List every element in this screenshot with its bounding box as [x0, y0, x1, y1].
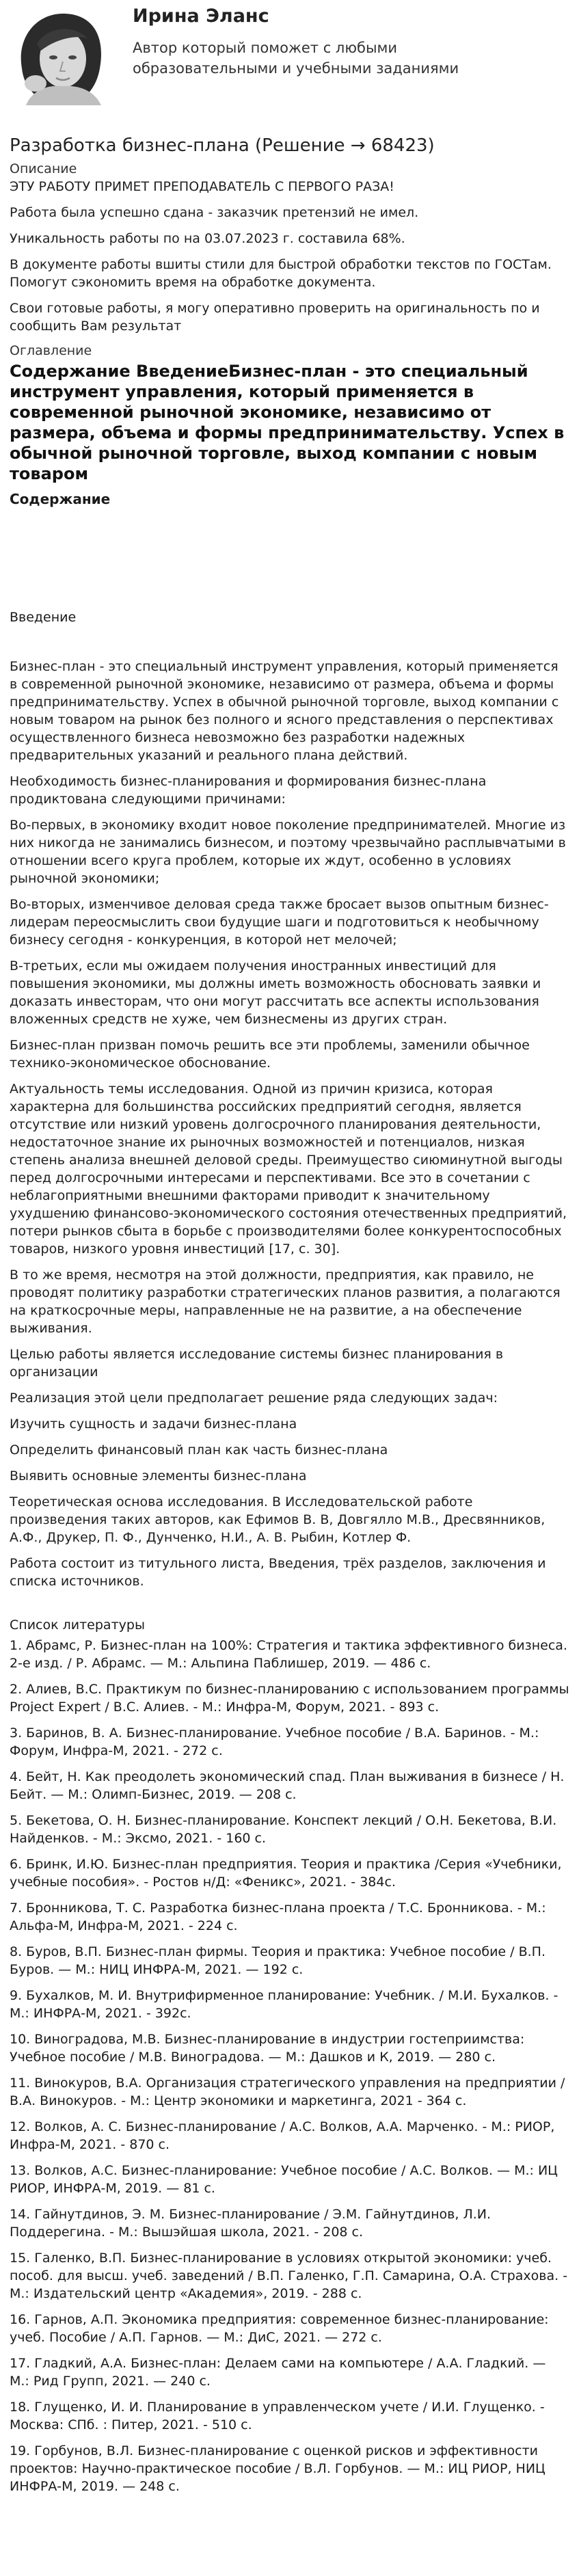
- toc-subheading: Содержание: [10, 491, 111, 507]
- body-paragraph: Во-первых, в экономику входит новое поколение предпринимателей. Многие из них никогда не занимались бизнесом, и поэтому чрезвычайно расплывчатыми в отношении всего круга проблем, которые их ждут, особенно в условиях рыночной экономики;: [10, 818, 566, 886]
- literature-item: 11. Винокуров, В.А. Организация стратегического управления на предприятии / В.А. Винокуров. - М.: Центр экономики и маркетинга, 2021 - 364 с.: [10, 2076, 565, 2108]
- blank-space: [10, 507, 569, 610]
- literature-item: 2. Алиев, В.С. Практикум по бизнес-планированию с использованием программы Project Expert / В.С. Алиев. - М.: Инфра-М, Форум, 2021. - 893 с.: [10, 1682, 569, 1715]
- literature-item: 12. Волков, А. С. Бизнес-планирование / А.С. Волков, А.А. Марченко. - М.: РИОР, Инфра-М, 2021. - 870 с.: [10, 2119, 555, 2152]
- description-label: Описание: [10, 161, 77, 176]
- body-paragraph: Выявить основные элементы бизнес-плана: [10, 1468, 307, 1484]
- avatar-image: [10, 3, 112, 105]
- literature-item: 10. Виноградова, М.В. Бизнес-планирование в индустрии гостеприимства: Учебное пособие / М.В. Виноградова. — М.: Дашков и К, 2019. — 280 c.: [10, 2032, 525, 2065]
- body-paragraph: Во-вторых, изменчивое деловая среда также бросает вызов опытным бизнес-лидерам переосмыслить свои будущие шаги и подготовиться к необычному бизнесу сегодня - конкуренция, в которой нет мелочей;: [10, 897, 549, 948]
- body-paragraph: Работа состоит из титульного листа, Введения, трёх разделов, заключения и списка источников.: [10, 1556, 546, 1589]
- body-paragraph: Бизнес-план призван помочь решить все эти проблемы, заменили обычное технико-экономическое обоснование.: [10, 1038, 530, 1071]
- literature-item: 16. Гарнов, А.П. Экономика предприятия: современное бизнес-планирование: учеб. Пособие / А.П. Гарнов. — М.: ДиС, 2021. — 272 c.: [10, 2312, 549, 2345]
- literature-heading: Список литературы: [10, 1618, 145, 1633]
- literature-item: 3. Баринов, В. А. Бизнес-планирование. Учебное пособие / В.А. Баринов. - М.: Форум, Инфра-М, 2021. - 272 с.: [10, 1726, 539, 1758]
- toc-label: Оглавление: [10, 343, 92, 358]
- description-line: ЭТУ РАБОТУ ПРИМЕТ ПРЕПОДАВАТЕЛЬ С ПЕРВОГО РАЗА!: [10, 179, 394, 194]
- intro-heading: Введение: [10, 610, 77, 625]
- literature-item: 9. Бухалков, М. И. Внутрифирменное планирование: Учебник. / М.И. Бухалков. - М.: ИНФРА-М, 2021. - 392с.: [10, 1988, 558, 2021]
- body-paragraph: Теоретическая основа исследования. В Исследовательской работе произведения таких авторов, как Ефимов В. В, Довгялло М.В., Дресвянников, А.Ф., Друкер, П. Ф., Дунченко, Н.И., А. В. Рыбин, Котлер Ф.: [10, 1494, 546, 1545]
- literature-list: [10, 1637, 569, 2495]
- literature-item: 4. Бейт, Н. Как преодолеть экономический спад. План выживания в бизнесе / Н. Бейт. — М.: Олимп-Бизнес, 2019. — 208 с.: [10, 1769, 565, 1802]
- literature-item: 14. Гайнутдинов, Э. М. Бизнес-планирование / Э.М. Гайнутдинов, Л.И. Поддерегина. - М.: Вышэйшая школа, 2021. - 208 с.: [10, 2207, 492, 2240]
- body-paragraph: Реализация этой цели предполагает решение ряда следующих задач:: [10, 1391, 498, 1406]
- avatar[interactable]: [10, 3, 112, 105]
- description-line: Уникальность работы по на 03.07.2023 г. составила 68%.: [10, 231, 405, 246]
- body-paragraph: В-третьих, если мы ожидаем получения иностранных инвестиций для повышения экономики, мы должны иметь возможность обосновать заявки и доказать инвесторам, что они могут рассчитать все аспекты использования вложенных средств не хуже, чем бизнесмены из других стран.: [10, 958, 541, 1027]
- description-line: Работа была успешно сдана - заказчик претензий не имел.: [10, 205, 419, 220]
- body-paragraph: Актуальность темы исследования. Одной из причин кризиса, которая характерна для большинства российских предприятий сегодня, является отсутствие или низкий уровень долгосрочного планирования деятельности, недостаточное знание их рыночных возможностей и потенциалов, низкая степень анализа внешней деловой среды. Преимущество сиюминутной выгоды перед долгосрочными интересами и перспективами. Все это в сочетании с неблагоприятными внешними факторами приводит к значительному ухудшению финансово-экономического состояния отечественных предприятий, потери рынков сбыта в борьбе с производителями более конкурентоспособных товаров, низкого уровня инвестиций [17, с. 30].: [10, 1082, 567, 1257]
- literature-item: 5. Бекетова, О. Н. Бизнес-планирование. Конспект лекций / О.Н. Бекетова, В.И. Найденков. - М.: Эксмо, 2021. - 160 с.: [10, 1813, 557, 1846]
- literature-item: 6. Бринк, И.Ю. Бизнес-план предприятия. Теория и практика /Серия «Учебники, учебные пособия». - Ростов н/Д: «Феникс», 2021. - 384с.: [10, 1857, 562, 1890]
- body-paragraph: Определить финансовый план как часть бизнес-плана: [10, 1443, 388, 1458]
- body-paragraph: Бизнес-план - это специальный инструмент управления, который применяется в современной рыночной экономике, независимо от размера, объема и формы предпринимательству. Успех в обычной рыночной торговле, выход компании с новым товаром на рынок без полного и ясного представления о перспективах осуществленного бизнеса невозможно без разработки надежных предварительных указаний и реального плана действий.: [10, 659, 559, 763]
- literature-item: 15. Галенко, В.П. Бизнес-планирование в условиях открытой экономики: учеб. пособ. для высш. учеб. заведений / В.П. Галенко, Г.П. Самарина, О.А. Страхова. - М.: Издательский центр «Академия», 2019. - 288 с.: [10, 2251, 568, 2301]
- author-info: [133, 3, 529, 79]
- literature-item: 7. Бронникова, Т. С. Разработка бизнес-плана проекта / Т.С. Бронникова. - М.: Альфа-М, Инфра-М, 2021. - 224 с.: [10, 1901, 546, 1933]
- body-paragraph: Изучить сущность и задачи бизнес-плана: [10, 1417, 297, 1432]
- description-line: Свои готовые работы, я могу оперативно проверить на оригинальность по и сообщить Вам результат: [10, 301, 540, 334]
- literature-item: 19. Горбунов, В.Л. Бизнес-планирование с оценкой рисков и эффективности проектов: Научно-практическое пособие / В.Л. Горбунов. — М.: ИЦ РИОР, НИЦ ИНФРА-М, 2019. — 248 c.: [10, 2443, 546, 2494]
- body-paragraph: Необходимость бизнес-планирования и формирования бизнес-плана продиктована следующими причинами:: [10, 774, 487, 807]
- literature-item: 8. Буров, В.П. Бизнес-план фирмы. Теория и практика: Учебное пособие / В.П. Буров. — М.: НИЦ ИНФРА-М, 2021. — 192 c.: [10, 1944, 546, 1977]
- literature-item: 18. Глущенко, И. И. Планирование в управленческом учете / И.И. Глущенко. - Москва: СПб. : Питер, 2021. - 510 с.: [10, 2400, 545, 2432]
- work-title: Разработка бизнес-плана (Решение → 68423): [10, 135, 435, 156]
- description-line: В документе работы вшиты стили для быстрой обработки текстов по ГОСТам. Помогут сэкономить время на обработке документа.: [10, 257, 552, 290]
- literature-item: 1. Абрамс, Р. Бизнес-план на 100%: Стратегия и тактика эффективного бизнеса. 2-е изд. / Р. Абрамс. — М.: Альпина Паблишер, 2019. — 486 с.: [10, 1638, 567, 1671]
- body-paragraph: В то же время, несмотря на этой должности, предприятия, как правило, не проводят политику разработки стратегических планов развития, а полагаются на краткосрочные меры, направленные не на развитие, а на обеспечение выживания.: [10, 1267, 561, 1336]
- literature-item: 13. Волков, А.С. Бизнес-планирование: Учебное пособие / А.С. Волков. — М.: ИЦ РИОР, ИНФРА-М, 2019. — 81 c.: [10, 2163, 558, 2196]
- author-description: Автор который поможет с любыми образовательными и учебными заданиями: [133, 40, 459, 77]
- toc-heading: Содержание ВведениеБизнес-план - это специальный инструмент управления, который применяется в современной рыночной экономике, независимо от размера, объема и формы предпринимательству. Успех в обычной рыночной торговле, выход компании с новым товаром: [10, 362, 565, 483]
- author-name[interactable]: Ирина Эланс: [133, 5, 269, 27]
- author-header: [10, 0, 569, 105]
- literature-item: 17. Гладкий, А.А. Бизнес-план: Делаем сами на компьютере / А.А. Гладкий. — М.: Рид Групп, 2021. — 240 c.: [10, 2356, 546, 2389]
- body-paragraph: Целью работы является исследование системы бизнес планирования в организации: [10, 1347, 504, 1380]
